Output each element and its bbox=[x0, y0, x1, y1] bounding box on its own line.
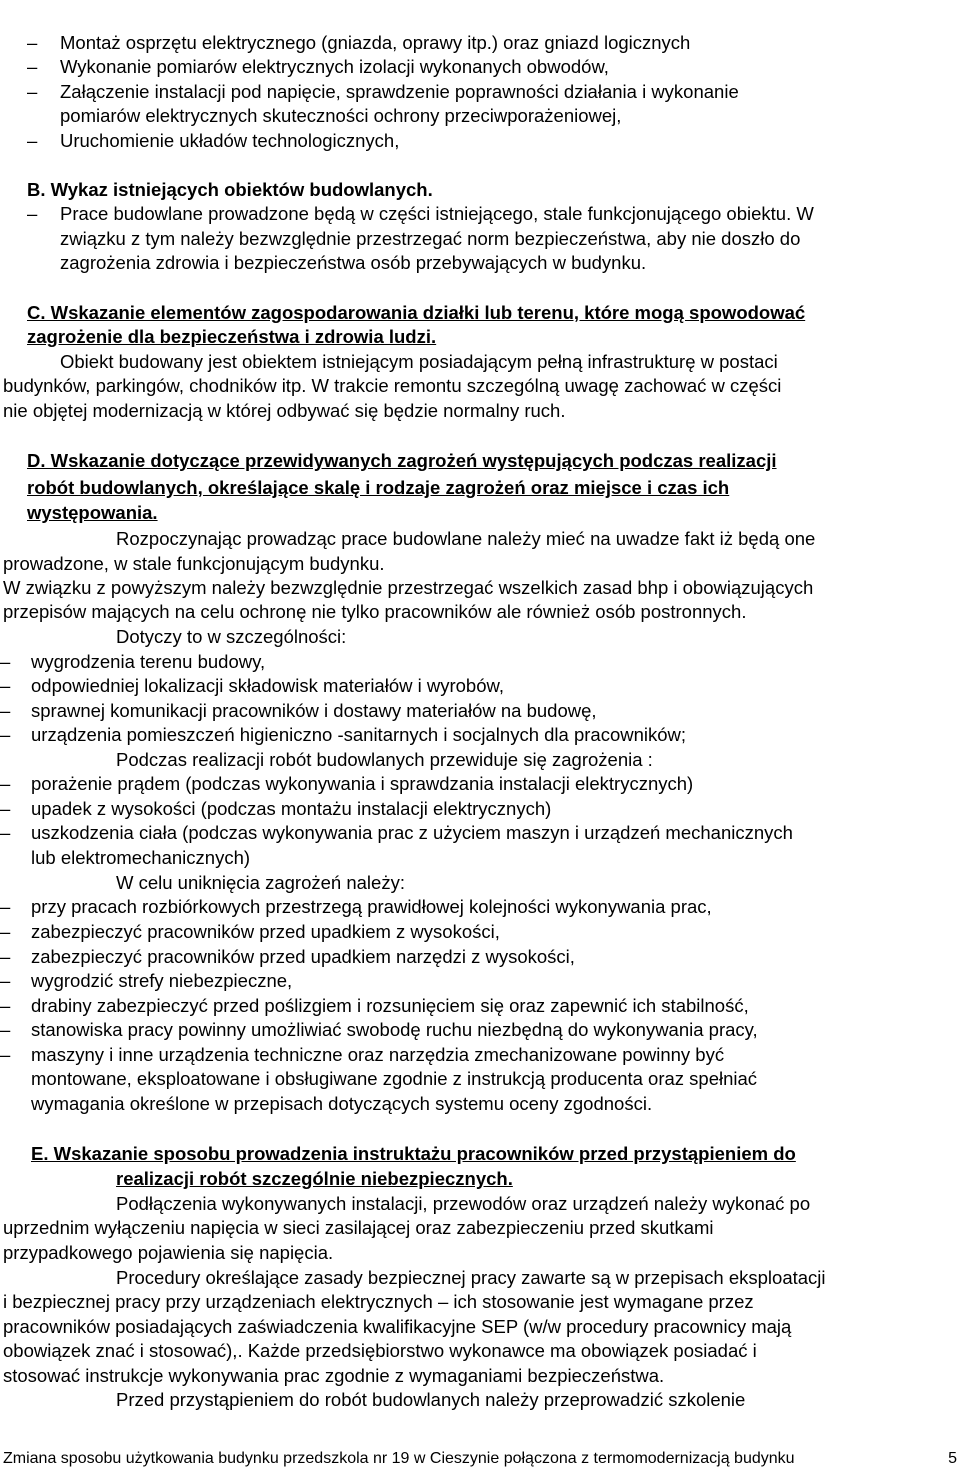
list-dash: – bbox=[27, 130, 38, 151]
list-dash: – bbox=[27, 32, 38, 53]
list-item: przy pracach rozbiórkowych przestrzegą prawidłowej kolejności wykonywania prac, bbox=[31, 896, 712, 917]
list-item: Załączenie instalacji pod napięcie, sprawdzenie poprawności działania i wykonanie bbox=[60, 81, 739, 102]
footer-text: Zmiana sposobu użytkowania budynku przedszkola nr 19 w Cieszynie połączona z termomodernizacją budynku bbox=[3, 1450, 795, 1467]
list-item: porażenie prądem (podczas wykonywania i sprawdzania instalacji elektrycznych) bbox=[31, 773, 694, 794]
list-item: urządzenia pomieszczeń higieniczno -sanitarnych i socjalnych dla pracowników; bbox=[31, 724, 687, 745]
section-d-intro: Dotyczy to w szczególności: bbox=[116, 626, 347, 647]
section-d-heading: robót budowlanych, określające skalę i rodzaje zagrożeń oraz miejsce i czas ich bbox=[27, 477, 730, 498]
list-dash: – bbox=[0, 651, 11, 672]
list-item: stanowiska pracy powinny umożliwiać swobodę ruchu niezbędną do wykonywania pracy, bbox=[31, 1019, 758, 1040]
list-dash: – bbox=[0, 675, 11, 696]
list-item: zabezpieczyć pracowników przed upadkiem narzędzi z wysokości, bbox=[31, 946, 575, 967]
page-footer bbox=[0, 1447, 960, 1471]
section-e-heading: realizacji robót szczególnie niebezpiecznych. bbox=[116, 1168, 513, 1189]
section-d-heading: występowania. bbox=[27, 502, 158, 523]
section-e-paragraph: Przed przystąpieniem do robót budowlanych należy przeprowadzić szkolenie bbox=[116, 1389, 746, 1410]
section-d-intro: Podczas realizacji robót budowlanych przewiduje się zagrożenia : bbox=[116, 749, 653, 770]
list-item: wygrodzić strefy niebezpieczne, bbox=[31, 970, 293, 991]
section-e-paragraph: stosować instrukcje wykonywania prac zgodnie z wymaganiami bezpieczeństwa. bbox=[3, 1365, 665, 1386]
list-item: upadek z wysokości (podczas montażu instalacji elektrycznych) bbox=[31, 798, 552, 819]
section-e-paragraph: obowiązek znać i stosować),. Każde przedsiębiorstwo wykonawce ma obowiązek posiadać i bbox=[3, 1340, 757, 1361]
section-d-heading: D. Wskazanie dotyczące przewidywanych zagrożeń występujących podczas realizacji bbox=[27, 450, 777, 471]
list-dash: – bbox=[27, 81, 38, 102]
section-d-paragraph: W związku z powyższym należy bezwzględnie przestrzegać wszelkich zasad bhp i obowiązujących bbox=[3, 577, 814, 598]
list-item: drabiny zabezpieczyć przed poślizgiem i rozsunięciem się oraz zapewnić ich stabilność, bbox=[31, 995, 749, 1016]
section-c-paragraph: Obiekt budowany jest obiektem istniejącym posiadającym pełną infrastrukturę w postaci bbox=[60, 351, 778, 372]
section-e-paragraph: i bezpiecznej pracy przy urządzeniach elektrycznych – ich stosowanie jest wymagane przez bbox=[3, 1291, 754, 1312]
list-dash: – bbox=[27, 56, 38, 77]
page-number: 5 bbox=[948, 1450, 957, 1467]
list-dash: – bbox=[0, 700, 11, 721]
section-e-paragraph: Podłączenia wykonywanych instalacji, przewodów oraz urządzeń należy wykonać po bbox=[116, 1193, 811, 1214]
section-d-paragraph: prowadzone, w stale funkcjonującym budynku. bbox=[3, 553, 385, 574]
section-c-paragraph: nie objętej modernizacją w której odbywać się będzie normalny ruch. bbox=[3, 400, 566, 421]
list-dash: – bbox=[0, 798, 11, 819]
list-dash: – bbox=[0, 896, 11, 917]
section-b-heading: B. Wykaz istniejących obiektów budowlanych. bbox=[27, 179, 433, 200]
section-b-item: zagrożenia zdrowia i bezpieczeństwa osób przebywających w budynku. bbox=[60, 252, 647, 273]
list-item: odpowiedniej lokalizacji składowisk materiałów i wyrobów, bbox=[31, 675, 504, 696]
list-item: pomiarów elektrycznych skuteczności ochrony przeciwporażeniowej, bbox=[60, 105, 622, 126]
section-c-paragraph: budynków, parkingów, chodników itp. W trakcie remontu szczególną uwagę zachować w części bbox=[3, 375, 782, 396]
section-b-item: związku z tym należy bezwzględnie przestrzegać norm bezpieczeństwa, aby nie doszło do bbox=[60, 228, 801, 249]
section-c-heading: zagrożenie dla bezpieczeństwa i zdrowia ludzi. bbox=[27, 326, 437, 347]
list-dash: – bbox=[0, 773, 11, 794]
list-item: sprawnej komunikacji pracowników i dostawy materiałów na budowę, bbox=[31, 700, 597, 721]
list-dash: – bbox=[0, 822, 11, 843]
list-item: zabezpieczyć pracowników przed upadkiem z wysokości, bbox=[31, 921, 500, 942]
section-e-heading: E. Wskazanie sposobu prowadzenia instruktażu pracowników przed przystąpieniem do bbox=[31, 1143, 796, 1164]
section-e-paragraph: pracowników posiadających zaświadczenia kwalifikacyjne SEP (w/w procedury pracownicy mają bbox=[3, 1316, 792, 1337]
section-e-paragraph: Procedury określające zasady bezpiecznej pracy zawarte są w przepisach eksploatacji bbox=[116, 1267, 826, 1288]
list-dash: – bbox=[0, 970, 11, 991]
list-item: montowane, eksploatowane i obsługiwane zgodnie z instrukcją producenta oraz spełniać bbox=[31, 1068, 758, 1089]
list-dash: – bbox=[0, 995, 11, 1016]
list-dash: – bbox=[0, 724, 11, 745]
section-d-intro: W celu uniknięcia zagrożeń należy: bbox=[116, 872, 405, 893]
list-item: wymagania określone w przepisach dotyczących systemu oceny zgodności. bbox=[31, 1093, 653, 1114]
section-b-item: Prace budowlane prowadzone będą w części istniejącego, stale funkcjonującego obiektu. W bbox=[60, 203, 814, 224]
list-item: wygrodzenia terenu budowy, bbox=[31, 651, 266, 672]
section-d-paragraph: przepisów mających na celu ochronę nie tylko pracowników ale również osób postronnych. bbox=[3, 601, 747, 622]
list-item: Uruchomienie układów technologicznych, bbox=[60, 130, 400, 151]
list-dash: – bbox=[0, 921, 11, 942]
list-item: Wykonanie pomiarów elektrycznych izolacji wykonanych obwodów, bbox=[60, 56, 609, 77]
section-e-paragraph: przypadkowego pojawienia się napięcia. bbox=[3, 1242, 334, 1263]
section-e-paragraph: uprzednim wyłączeniu napięcia w sieci zasilającej oraz zabezpieczeniu przed skutkami bbox=[3, 1217, 714, 1238]
list-item: lub elektromechanicznych) bbox=[31, 847, 251, 868]
list-item: maszyny i inne urządzenia techniczne oraz narzędzia zmechanizowane powinny być bbox=[31, 1044, 725, 1065]
list-dash: – bbox=[0, 946, 11, 967]
list-dash: – bbox=[0, 1019, 11, 1040]
list-item: uszkodzenia ciała (podczas wykonywania prac z użyciem maszyn i urządzeń mechanicznych bbox=[31, 822, 793, 843]
list-dash: – bbox=[27, 203, 38, 224]
list-dash: – bbox=[0, 1044, 11, 1065]
section-d-paragraph: Rozpoczynając prowadząc prace budowlane należy mieć na uwadze fakt iż będą one bbox=[116, 528, 816, 549]
section-c-heading: C. Wskazanie elementów zagospodarowania działki lub terenu, które mogą spowodować bbox=[27, 302, 806, 323]
list-item: Montaż osprzętu elektrycznego (gniazda, oprawy itp.) oraz gniazd logicznych bbox=[60, 32, 691, 53]
